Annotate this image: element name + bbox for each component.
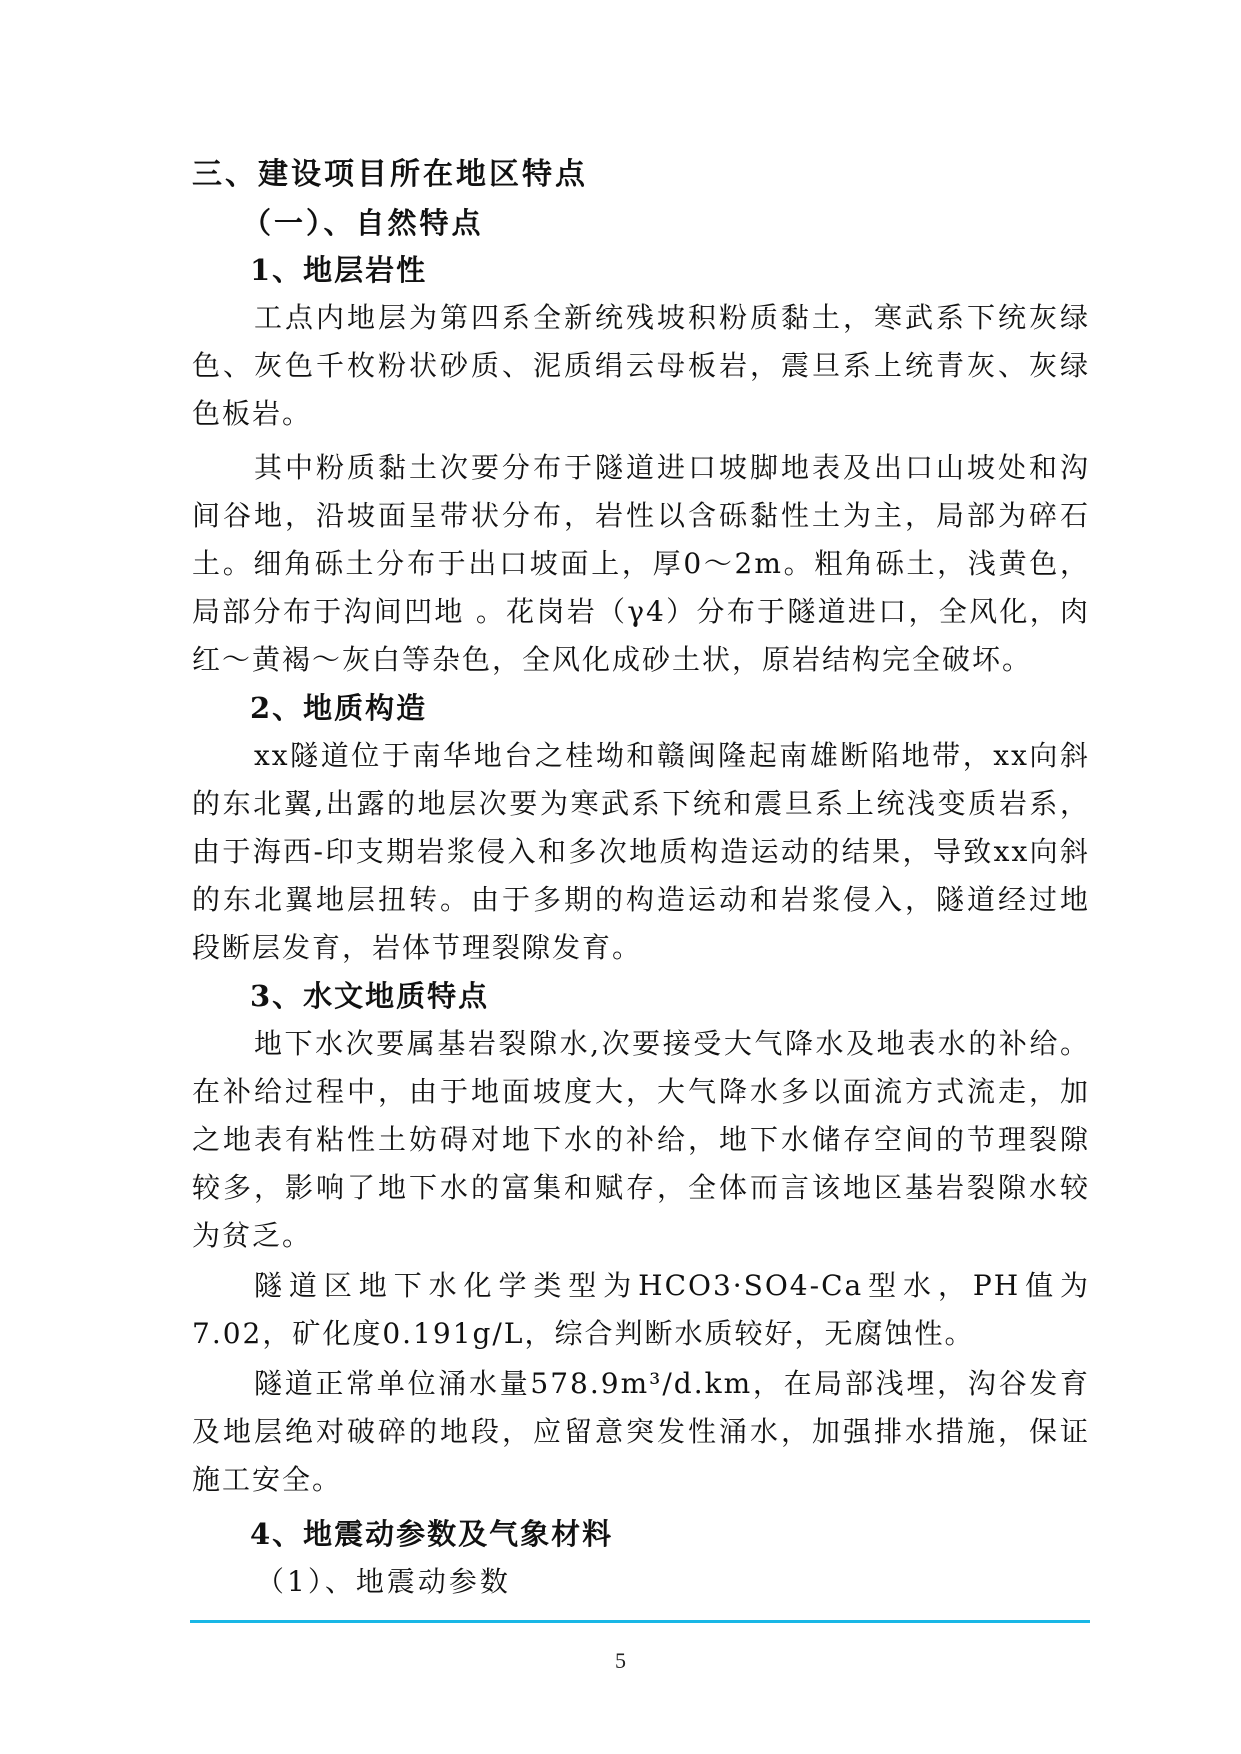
paragraph: 隧道正常单位涌水量578.9m³/d.km，在局部浅埋，沟谷发育及地层绝对破碎的地段，应留意突发性涌水，加强排水措施，保证施工安全。 [192, 1367, 1090, 1496]
footer-rule [190, 1620, 1090, 1623]
heading-geological-structure: 2、地质构造 [250, 691, 428, 725]
heading-stratum-lithology: 1、地层岩性 [250, 253, 428, 287]
page-number: 5 [615, 1648, 626, 1673]
sub-item-seismic-parameters: （1）、地震动参数 [256, 1565, 511, 1598]
page-content [192, 150, 1090, 1606]
paragraph: xx隧道位于南华地台之桂坳和赣闽隆起南雄断陷地带，xx向斜的东北翼,出露的地层次要为寒武系下统和震旦系上统浅变质岩系，由于海西-印支期岩浆侵入和多次地质构造运动的结果，导致xx向斜的东北翼地层扭转。由于多期的构造运动和岩浆侵入，隧道经过地段断层发育，岩体节理裂隙发育。 [192, 739, 1090, 964]
heading-seismic-and-meteorology: 4、地震动参数及气象材料 [250, 1517, 614, 1551]
paragraph: 地下水次要属基岩裂隙水,次要接受大气降水及地表水的补给。在补给过程中，由于地面坡度大，大气降水多以面流方式流走，加之地表有粘性土妨碍对地下水的补给，地下水储存空间的节理裂隙较多，影响了地下水的富集和赋存，全体而言该地区基岩裂隙水较为贫乏。 [192, 1027, 1090, 1252]
paragraph: 工点内地层为第四系全新统残坡积粉质黏土，寒武系下统灰绿色、灰色千枚粉状砂质、泥质绢云母板岩，震旦系上统青灰、灰绿色板岩。 [192, 301, 1090, 430]
section-title: 三、建设项目所在地区特点 [192, 157, 588, 192]
heading-hydrogeology: 3、水文地质特点 [250, 979, 490, 1013]
paragraph: 其中粉质黏土次要分布于隧道进口坡脚地表及出口山坡处和沟间谷地，沿坡面呈带状分布，岩性以含砾黏性土为主，局部为碎石土。细角砾土分布于出口坡面上，厚0～2m。粗角砾土，浅黄色，局部分布于沟间凹地 。花岗岩（γ4）分布于隧道进口，全风化，肉红～黄褐～灰白等杂色，全风化成砂土状，原岩结构完全破坏。 [192, 451, 1090, 676]
subsection-title: （一）、自然特点 [242, 206, 484, 240]
paragraph: 隧道区地下水化学类型为HCO3·SO4-Ca型水，PH值为7.02，矿化度0.191g/L，综合判断水质较好，无腐蚀性。 [192, 1269, 1090, 1350]
